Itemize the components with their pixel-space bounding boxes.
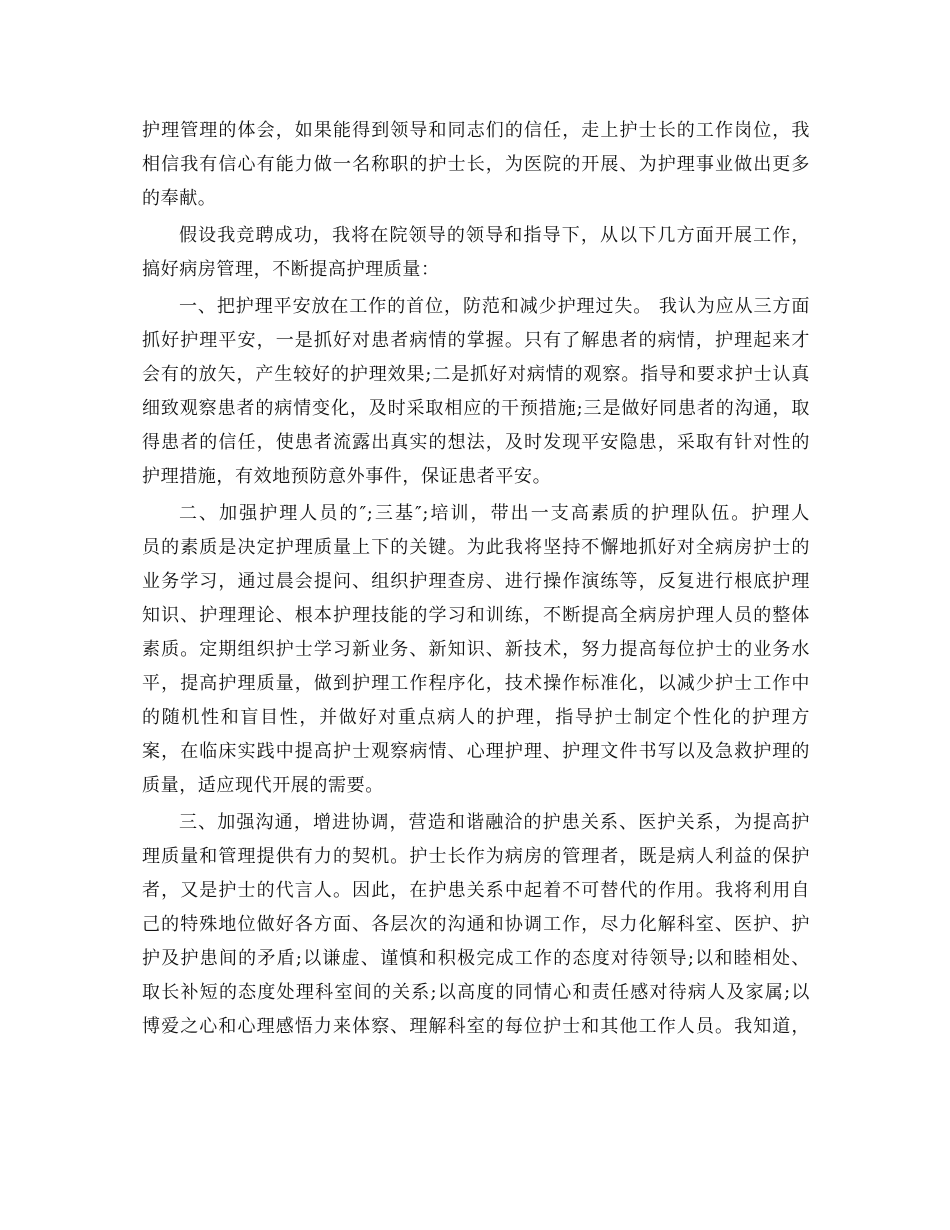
text-line: 己的特殊地位做好各方面、各层次的沟通和协调工作，尽力化解科室、医护、护 bbox=[142, 914, 810, 935]
paragraph-2 bbox=[142, 219, 810, 287]
text-line: 二、加强护理人员的″;三基″;培训，带出一支高素质的护理队伍。护理人 bbox=[179, 503, 810, 524]
text-line: 者，又是护士的代言人。因此，在护患关系中起着不可替代的作用。我将利用自 bbox=[142, 880, 810, 901]
text-line: 假设我竞聘成功，我将在院领导的领导和指导下，从以下几方面开展工作， bbox=[179, 225, 810, 246]
paragraph-4 bbox=[142, 497, 810, 803]
text-line: 会有的放矢，产生较好的护理效果;二是抓好对病情的观察。指导和要求护士认真 bbox=[142, 364, 810, 385]
paragraph-1 bbox=[142, 114, 810, 216]
text-line: 护理措施，有效地预防意外事件，保证患者平安。 bbox=[142, 466, 552, 487]
text-line: 细致观察患者的病情变化，及时采取相应的干预措施;三是做好同患者的沟通，取 bbox=[142, 398, 810, 419]
text-line: 相信我有信心有能力做一名称职的护士长，为医院的开展、为护理事业做出更多 bbox=[142, 154, 810, 175]
text-line: 案，在临床实践中提高护士观察病情、心理护理、护理文件书写以及急救护理的 bbox=[142, 741, 810, 762]
text-line: 一、把护理平安放在工作的首位，防范和减少护理过失。 我认为应从三方面 bbox=[179, 296, 810, 317]
text-line: 护理管理的体会，如果能得到领导和同志们的信任，走上护士长的工作岗位，我 bbox=[142, 120, 810, 141]
text-line: 取长补短的态度处理科室间的关系;以高度的同情心和责任感对待病人及家属;以 bbox=[142, 982, 810, 1003]
text-line: 平，提高护理质量，做到护理工作程序化，技术操作标准化，以减少护士工作中 bbox=[142, 673, 810, 694]
paragraph-3 bbox=[142, 290, 810, 494]
text-line: 业务学习，通过晨会提问、组织护理查房、进行操作演练等，反复进行根底护理 bbox=[142, 571, 810, 592]
text-line: 知识、护理理论、根本护理技能的学习和训练，不断提高全病房护理人员的整体 bbox=[142, 605, 810, 626]
text-line: 理质量和管理提供有力的契机。护士长作为病房的管理者，既是病人利益的保护 bbox=[142, 846, 810, 867]
text-line: 三、加强沟通，增进协调，营造和谐融洽的护患关系、医护关系，为提高护 bbox=[179, 812, 810, 833]
text-line: 的随机性和盲目性，并做好对重点病人的护理，指导护士制定个性化的护理方 bbox=[142, 707, 810, 728]
text-line: 素质。定期组织护士学习新业务、新知识、新技术，努力提高每位护士的业务水 bbox=[142, 639, 810, 660]
text-line: 得患者的信任，使患者流露出真实的想法，及时发现平安隐患，采取有针对性的 bbox=[142, 432, 810, 453]
text-line: 博爱之心和心理感悟力来体察、理解科室的每位护士和其他工作人员。我知道， bbox=[142, 1016, 810, 1037]
text-line: 员的素质是决定护理质量上下的关键。为此我将坚持不懈地抓好对全病房护士的 bbox=[142, 537, 810, 558]
text-line: 护及护患间的矛盾;以谦虚、谨慎和积极完成工作的态度对待领导;以和睦相处、 bbox=[142, 948, 810, 969]
paragraph-5 bbox=[142, 806, 810, 1044]
text-line: 搞好病房管理，不断提高护理质量： bbox=[142, 259, 440, 280]
text-line: 质量，适应现代开展的需要。 bbox=[142, 775, 384, 796]
text-line: 的奉献。 bbox=[142, 188, 217, 209]
text-line: 抓好护理平安，一是抓好对患者病情的掌握。只有了解患者的病情，护理起来才 bbox=[142, 330, 810, 351]
